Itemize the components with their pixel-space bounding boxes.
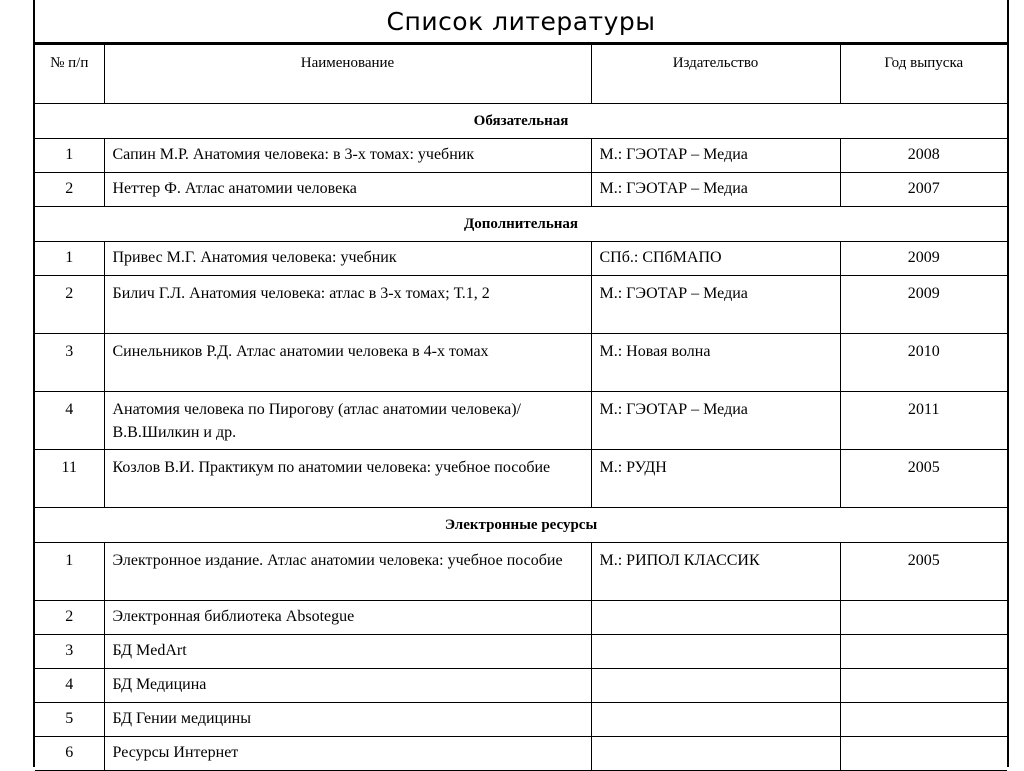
cell-name: БД Медицина — [104, 669, 591, 703]
table-row — [35, 450, 1007, 508]
table-row — [35, 635, 1007, 669]
page-title: Список литературы — [35, 0, 1007, 44]
cell-name: Козлов В.И. Практикум по анатомии человека: учебное пособие — [104, 450, 591, 508]
literature-page — [33, 0, 1009, 767]
table-row — [35, 242, 1007, 276]
cell-year: 2008 — [840, 139, 1007, 173]
cell-publisher: М.: ГЭОТАР – Медиа — [591, 392, 840, 450]
cell-number: 1 — [35, 242, 104, 276]
cell-number: 2 — [35, 276, 104, 334]
cell-name: Ресурсы Интернет — [104, 737, 591, 771]
cell-name: Анатомия человека по Пирогову (атлас анатомии человека)/ В.В.Шилкин и др. — [104, 392, 591, 450]
header-number: № п/п — [35, 45, 104, 104]
cell-publisher: М.: Новая волна — [591, 334, 840, 392]
cell-year: 2005 — [840, 450, 1007, 508]
header-year: Год выпуска — [840, 45, 1007, 104]
cell-publisher — [591, 601, 840, 635]
table-row — [35, 601, 1007, 635]
cell-name: Сапин М.Р. Анатомия человека: в 3-х томах: учебник — [104, 139, 591, 173]
cell-number: 2 — [35, 173, 104, 207]
header-publisher: Издательство — [591, 45, 840, 104]
cell-number: 3 — [35, 334, 104, 392]
cell-number: 6 — [35, 737, 104, 771]
cell-number: 5 — [35, 703, 104, 737]
cell-year: 2009 — [840, 276, 1007, 334]
cell-number: 11 — [35, 450, 104, 508]
cell-year — [840, 703, 1007, 737]
table-row — [35, 139, 1007, 173]
section-label: Электронные ресурсы — [35, 508, 1007, 543]
section-label: Обязательная — [35, 104, 1007, 139]
table-row — [35, 334, 1007, 392]
cell-year — [840, 737, 1007, 771]
table-body — [35, 45, 1007, 771]
cell-year — [840, 635, 1007, 669]
table-row — [35, 737, 1007, 771]
header-name: Наименование — [104, 45, 591, 104]
table-row — [35, 543, 1007, 601]
table-row — [35, 276, 1007, 334]
cell-number: 1 — [35, 543, 104, 601]
cell-publisher: М.: ГЭОТАР – Медиа — [591, 276, 840, 334]
section-label: Дополнительная — [35, 207, 1007, 242]
cell-year: 2011 — [840, 392, 1007, 450]
cell-number: 4 — [35, 392, 104, 450]
cell-year: 2010 — [840, 334, 1007, 392]
cell-name: Электронная библиотека Absotegue — [104, 601, 591, 635]
cell-publisher — [591, 703, 840, 737]
cell-year: 2007 — [840, 173, 1007, 207]
table-row — [35, 703, 1007, 737]
cell-number: 3 — [35, 635, 104, 669]
cell-publisher: М.: РИПОЛ КЛАССИК — [591, 543, 840, 601]
cell-publisher — [591, 635, 840, 669]
cell-year — [840, 601, 1007, 635]
section-row — [35, 104, 1007, 139]
cell-year: 2005 — [840, 543, 1007, 601]
cell-publisher: М.: ГЭОТАР – Медиа — [591, 139, 840, 173]
cell-publisher — [591, 737, 840, 771]
cell-year: 2009 — [840, 242, 1007, 276]
cell-number: 1 — [35, 139, 104, 173]
cell-publisher: М.: ГЭОТАР – Медиа — [591, 173, 840, 207]
table-row — [35, 392, 1007, 450]
header-row — [35, 45, 1007, 104]
cell-name: Электронное издание. Атлас анатомии человека: учебное пособие — [104, 543, 591, 601]
literature-table — [35, 44, 1007, 771]
cell-name: Неттер Ф. Атлас анатомии человека — [104, 173, 591, 207]
section-row — [35, 207, 1007, 242]
cell-year — [840, 669, 1007, 703]
table-row — [35, 669, 1007, 703]
cell-name: Привес М.Г. Анатомия человека: учебник — [104, 242, 591, 276]
cell-publisher: М.: РУДН — [591, 450, 840, 508]
section-row — [35, 508, 1007, 543]
cell-number: 4 — [35, 669, 104, 703]
cell-name: Синельников Р.Д. Атлас анатомии человека в 4-х томах — [104, 334, 591, 392]
cell-publisher — [591, 669, 840, 703]
cell-publisher: СПб.: СПбМАПО — [591, 242, 840, 276]
cell-name: Билич Г.Л. Анатомия человека: атлас в 3-х томах; Т.1, 2 — [104, 276, 591, 334]
cell-name: БД Гении медицины — [104, 703, 591, 737]
cell-name: БД MedArt — [104, 635, 591, 669]
table-row — [35, 173, 1007, 207]
cell-number: 2 — [35, 601, 104, 635]
